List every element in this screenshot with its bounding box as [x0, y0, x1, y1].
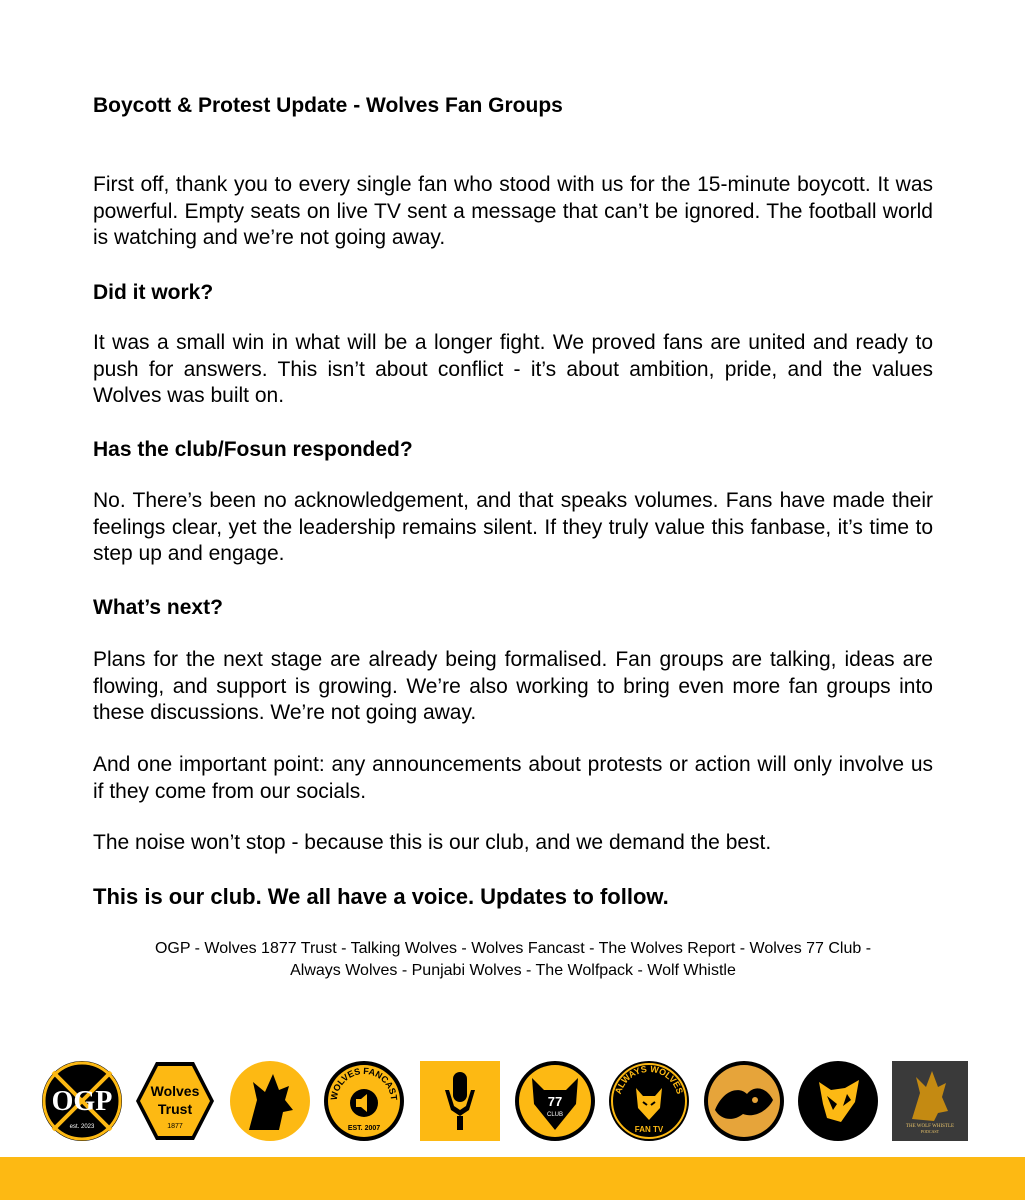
noise-paragraph: The noise won’t stop - because this is our club, and we demand the best.: [93, 831, 772, 854]
whistle-line2: PODCAST: [920, 1129, 940, 1134]
always-wolves-logo: [608, 1060, 690, 1142]
wolves-trust-logo: [134, 1060, 216, 1142]
trust-logo-year: 1877: [167, 1123, 183, 1130]
trust-logo-line2: Trust: [157, 1101, 193, 1117]
footer-gold-bar: [0, 1157, 1025, 1200]
section-body-club-responded: No. There’s been no acknowledgement, and that speaks volumes. Fans have made their feelings clear, yet the leadership remains silent. If they truly value this fanbase, it’s time to step up and engage.: [93, 489, 933, 565]
intro-paragraph: First off, thank you to every single fan who stood with us for the 15-minute boycott. It was powerful. Empty seats on live TV sent a message that can’t be ignored. The football world is watching and we’re not going away.: [93, 173, 933, 249]
document-title: Boycott & Protest Update - Wolves Fan Groups: [93, 94, 563, 117]
closing-statement: This is our club. We all have a voice. Updates to follow.: [93, 884, 669, 909]
section-body-did-it-work: It was a small win in what will be a longer fight. We proved fans are united and ready to push for answers. This isn’t about conflict - it’s about ambition, pride, and the values Wolves was built on.: [93, 331, 933, 407]
ogp-logo-text: OGP: [51, 1086, 113, 1117]
wolfpack-logo: [797, 1060, 879, 1142]
fancast-est-text: EST. 2007: [347, 1125, 381, 1132]
wolves-fancast-logo: [323, 1060, 405, 1142]
whistle-line1: THE WOLF WHISTLE: [905, 1124, 955, 1129]
trust-logo-line1: Wolves: [150, 1083, 200, 1099]
talking-wolves-logo: [229, 1060, 311, 1142]
ogp-logo-small: est. 2023: [69, 1124, 95, 1130]
always-arc-text: ALWAYS WOLVES: [612, 1063, 686, 1096]
important-point-paragraph: And one important point: any announcements about protests or action will only involve us if they come from our socials.: [93, 753, 933, 803]
section-heading-whats-next: What’s next?: [93, 596, 223, 619]
wolves-report-logo: [419, 1060, 501, 1142]
section-body-whats-next: Plans for the next stage are already being formalised. Fan groups are talking, ideas are flowing, and support is growing. We’re also working to bring even more fan groups into these discussions. We’re not going away.: [93, 648, 933, 724]
club77-number: 77: [547, 1094, 563, 1109]
fan-groups-line-2: Always Wolves - Punjabi Wolves - The Wolfpack - Wolf Whistle: [290, 962, 736, 979]
section-heading-did-it-work: Did it work?: [93, 281, 214, 304]
club77-label: CLUB: [546, 1112, 564, 1118]
wolf-whistle-logo: [892, 1061, 974, 1143]
microphone-icon: [453, 1072, 467, 1102]
section-heading-club-responded: Has the club/Fosun responded?: [93, 438, 413, 461]
fan-group-logos: [0, 1060, 1025, 1142]
always-bottom-text: FAN TV: [634, 1125, 664, 1134]
fan-groups-list: [93, 938, 933, 982]
fancast-arc-text: WOLVES FANCAST: [328, 1065, 400, 1101]
ogp-logo: [41, 1060, 123, 1142]
punjabi-wolves-logo: [703, 1060, 785, 1142]
fan-groups-line-1: OGP - Wolves 1877 Trust - Talking Wolves - Wolves Fancast - The Wolves Report - Wolves 77 Club -: [154, 940, 872, 957]
wolves-77-club-logo: [514, 1060, 596, 1142]
